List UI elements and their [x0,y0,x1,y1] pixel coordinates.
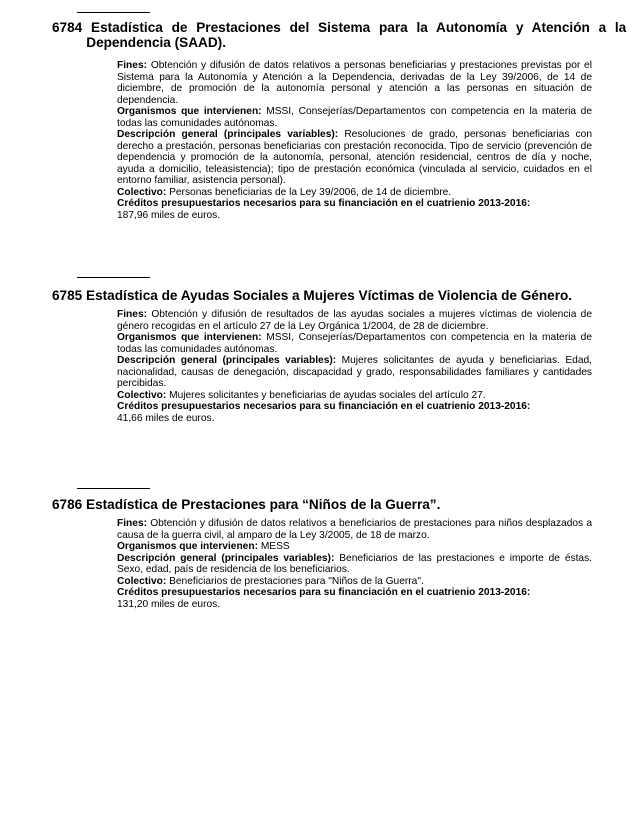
organismos-paragraph [117,106,592,129]
fines-text: Obtención y difusión de resultados de las ayudas sociales a mujeres víctimas de violencia de género recogidas en el artículo 27 de la Ley Orgánica 1/2004, de 28 de diciembre. [117,309,592,332]
creditos-value: 41,66 miles de euros. [117,412,215,424]
entry-title-text: Estadística de Prestaciones del Sistema para la Autonomía y Atención a la Dependencia (SAAD). [86,20,627,50]
organismos-text: MESS [260,541,290,552]
entry-title-text: Estadística de Ayudas Sociales a Mujeres Víctimas de Violencia de Género. [86,288,573,303]
entry-title [52,20,626,50]
entry-number: 6785 [52,288,83,303]
entry-title-text: Estadística de Prestaciones para “Niños de la Guerra”. [86,497,441,512]
entry-body [117,518,592,610]
fines-label: Fines: [117,309,148,320]
colectivo-label: Colectivo: [117,575,167,587]
colectivo-text: Personas beneficiarias de la Ley 39/2006, de 14 de diciembre. [169,186,452,198]
descripcion-paragraph [117,129,592,187]
entry-title [52,497,626,512]
creditos-label: Créditos presupuestarios necesarios para su financiación en el cuatrienio 2013-2016: [117,401,531,412]
descripcion-label: Descripción general (principales variables): [117,355,337,366]
colectivo-text: Mujeres solicitantes y beneficiarias de ayudas sociales del artículo 27. [169,389,486,401]
creditos-paragraph [117,401,592,413]
colectivo-paragraph [117,390,592,402]
fines-text: Obtención y difusión de datos relativos a personas beneficiarias y prestaciones previstas por el Sistema para la Autonomía y Atención a la Dependencia, derivadas de la Ley 39/2006, de 14 de diciembre, de promoción de la autonomía personal y atención a las personas en situación de dependencia. [117,60,592,106]
descripcion-label: Descripción general (principales variables): [117,552,335,564]
creditos-value: 187,96 miles de euros. [117,209,221,221]
colectivo-label: Colectivo: [117,389,167,401]
descripcion-paragraph [117,355,592,390]
creditos-label: Créditos presupuestarios necesarios para su financiación en el cuatrienio 2013-2016: [117,587,531,598]
creditos-paragraph [117,587,592,599]
organismos-text: MSSI, Consejerías/Departamentos con competencia en la materia de todas las comunidades autónomas. [117,332,592,355]
creditos-label: Créditos presupuestarios necesarios para su financiación en el cuatrienio 2013-2016: [117,198,531,209]
organismos-label: Organismos que intervienen: [117,541,258,552]
descripcion-label: Descripción general (principales variables): [117,129,339,140]
descripcion-text: Mujeres solicitantes de ayuda y beneficiarias. Edad, nacionalidad, causas de denegación, discapacidad y grado, responsabilidades familiares y cantidades percibidas. [117,355,592,389]
entry-number: 6786 [52,497,83,512]
organismos-label: Organismos que intervienen: [117,332,262,343]
separator-rule [77,277,150,278]
creditos-paragraph [117,198,592,210]
creditos-value: 131,20 miles de euros. [117,598,221,610]
colectivo-label: Colectivo: [117,186,167,198]
organismos-paragraph [117,541,592,553]
entry-body [117,60,592,221]
colectivo-paragraph [117,576,592,588]
fines-paragraph [117,309,592,332]
entry-body [117,309,592,424]
descripcion-text: Resoluciones de grado, personas beneficiarias con derecho a prestación, personas beneficiarias con prestación reconocida. Tipo de servicio (prevención de dependencia y promoción de la autonomía, personal, atención residencial, centros de día y noche, ayuda a domicilio, teleasistencia); tipo de prestación económica (vinculada al servicio, cuidados en el entorno familiar, asistencia personal). [117,129,592,186]
organismos-label: Organismos que intervienen: [117,106,262,117]
separator-rule [77,488,150,489]
fines-label: Fines: [117,518,148,529]
organismos-paragraph [117,332,592,355]
organismos-text: MSSI, Consejerías/Departamentos con competencia en la materia de todas las comunidades autónomas. [117,106,592,129]
fines-paragraph [117,60,592,106]
descripcion-paragraph [117,553,592,576]
entry-number: 6784 [52,20,83,35]
separator-rule [77,12,150,13]
fines-paragraph [117,518,592,541]
fines-text: Obtención y difusión de datos relativos a beneficiarios de prestaciones para niños desplazados a causa de la guerra civil, al amparo de la Ley 3/2005, de 18 de marzo. [117,518,592,541]
descripcion-text: Beneficiarios de las prestaciones e importe de éstas. Sexo, edad, país de residencia de los beneficiarios. [117,552,592,575]
colectivo-text: Beneficiarios de prestaciones para "Niños de la Guerra". [169,575,424,587]
colectivo-paragraph [117,187,592,199]
entry-title [52,288,626,303]
fines-label: Fines: [117,60,148,71]
